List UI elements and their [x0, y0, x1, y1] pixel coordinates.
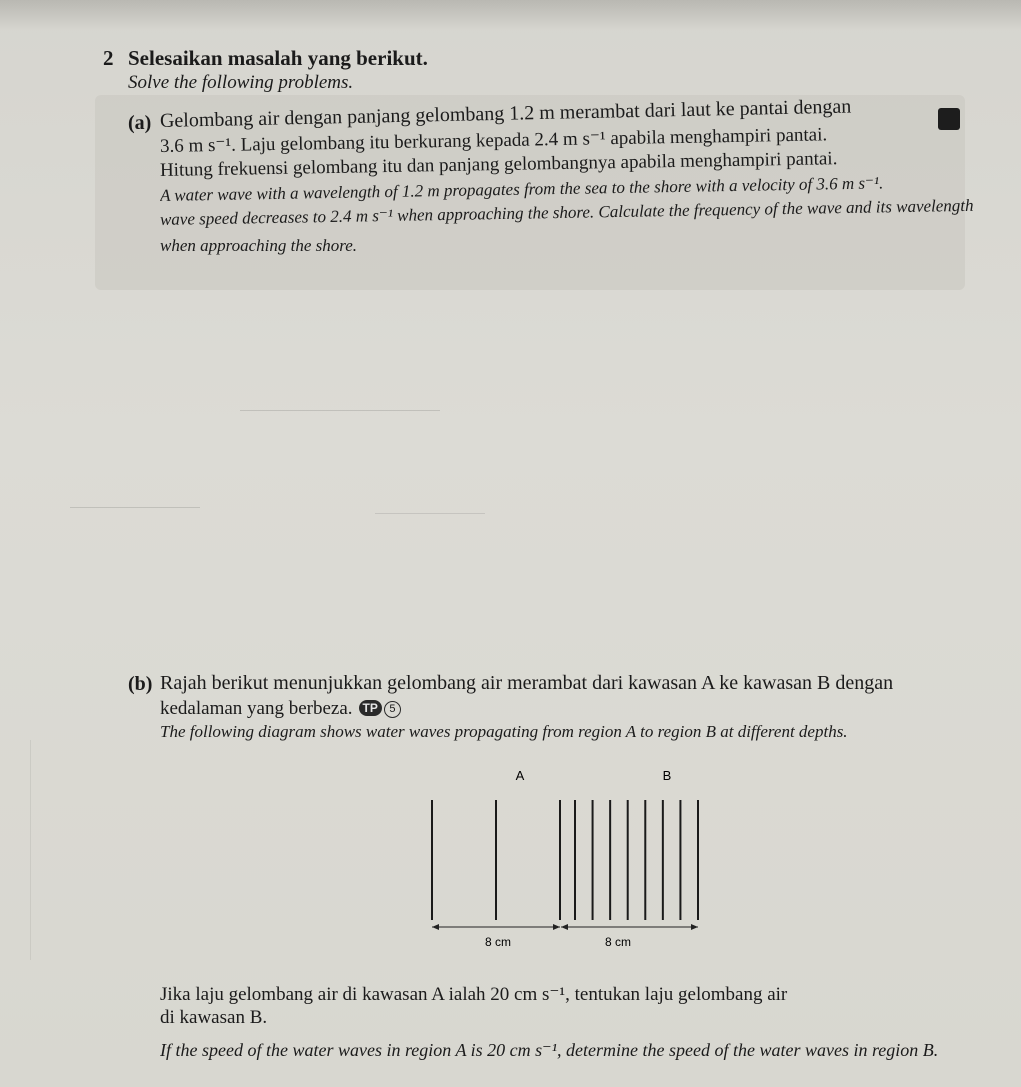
part-a-en-line-3: when approaching the shore.	[160, 236, 358, 255]
part-b-label: (b)	[128, 673, 153, 695]
margin-mark	[938, 108, 960, 130]
wave-diagram	[420, 760, 720, 960]
part-b-question-ms-line-2: di kawasan B.	[160, 1007, 268, 1028]
part-b-question-ms-line-1: Jika laju gelombang air di kawasan A ialah 20 cm s⁻¹, tentukan laju gelombang air	[160, 984, 788, 1005]
pencil-scribble	[70, 485, 200, 508]
part-b-ms-line-1: Rajah berikut menunjukkan gelombang air merambat dari kawasan A ke kawasan B dengan	[160, 672, 894, 694]
question-number: 2	[103, 46, 114, 70]
measure-arrow-b	[561, 924, 698, 930]
measure-b-label: 8 cm	[604, 935, 632, 949]
part-a-ms-line-1: Gelombang air dengan panjang gelombang 1.2 m merambat dari laut ke pantai dengan	[159, 95, 852, 132]
part-a-label: (a)	[128, 112, 152, 134]
pencil-scribble	[30, 740, 201, 960]
part-b-ms-line-2-text: kedalaman yang berbeza.	[160, 698, 353, 719]
measure-arrow-a	[432, 924, 560, 930]
part-a-ms-line-2: 3.6 m s⁻¹. Laju gelombang itu berkurang kepada 2.4 m s⁻¹ apabila menghampiri pantai.	[159, 124, 828, 157]
part-b-ms-line-2	[160, 698, 401, 720]
question-title-en: Solve the following problems.	[128, 72, 354, 93]
part-b-en-line-1: The following diagram shows water waves propagating from region A to region B at different depths.	[160, 722, 848, 741]
part-a-ms-line-3: Hitung frekuensi gelombang itu dan panjang gelombangnya apabila menghampiri pantai.	[159, 148, 838, 181]
page-shadow	[0, 0, 1021, 30]
region-b-label: B	[662, 768, 672, 783]
region-a-label: A	[515, 768, 525, 783]
part-a-en-line-1: A water wave with a wavelength of 1.2 m propagates from the sea to the shore with a velocity of 3.6 m s⁻¹.	[159, 173, 884, 205]
part-b-question-en-line-1: If the speed of the water waves in region A is 20 cm s⁻¹, determine the speed of the water waves in region B.	[160, 1040, 939, 1060]
tp-level: 5	[384, 701, 401, 718]
measure-a-label: 8 cm	[484, 935, 512, 949]
pencil-scribble	[240, 388, 440, 411]
tp-badge: TP	[359, 700, 382, 716]
question-title-ms: Selesaikan masalah yang berikut.	[128, 46, 428, 70]
part-a-en-line-2: wave speed decreases to 2.4 m s⁻¹ when approaching the shore. Calculate the frequency of the wave and its wavelength	[159, 195, 974, 229]
pencil-scribble	[375, 493, 485, 514]
